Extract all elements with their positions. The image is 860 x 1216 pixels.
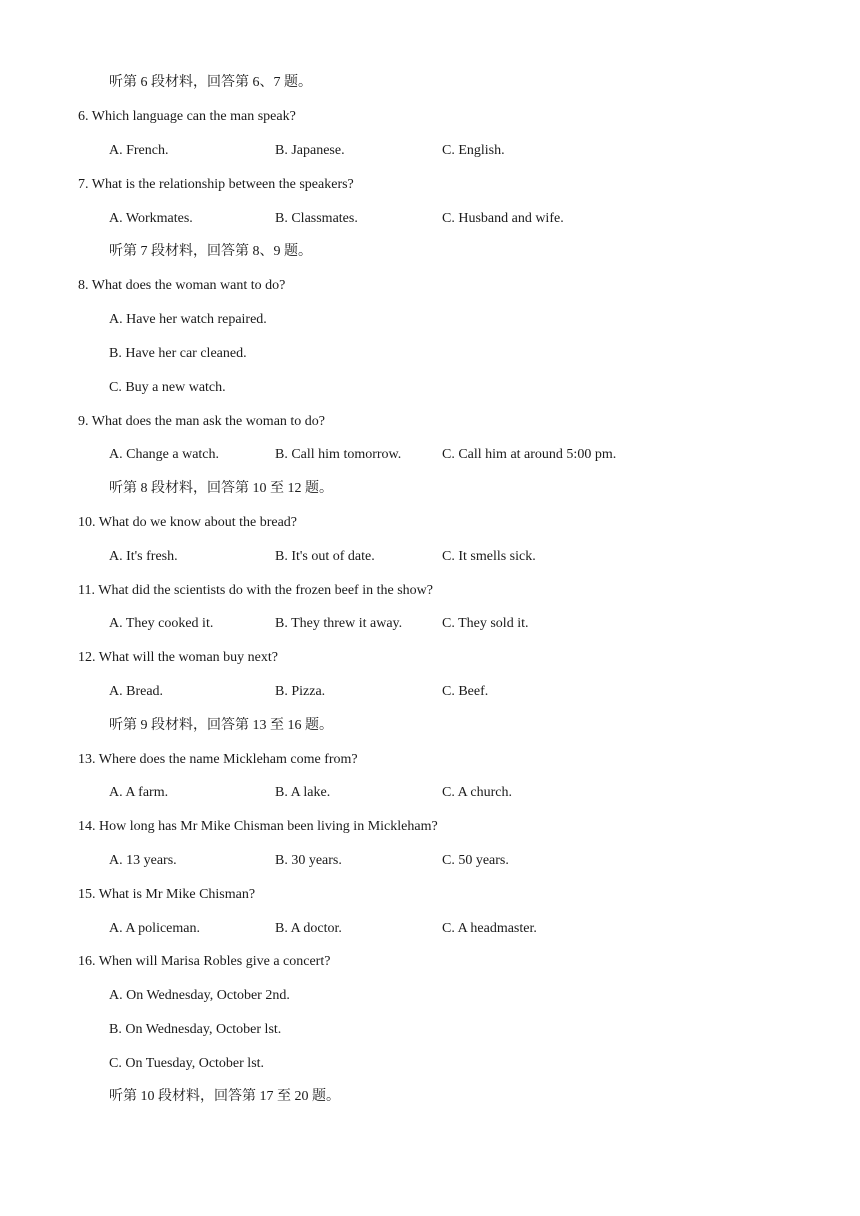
option-a: A. Workmates.: [109, 211, 193, 226]
option-a: A. A farm.: [109, 785, 169, 800]
question-8: 8. What does the woman want to do?: [78, 278, 286, 293]
question-11: 11. What did the scientists do with the frozen beef in the show?: [78, 583, 433, 598]
option-a: A. Have her watch repaired.: [109, 312, 267, 327]
option-a: A. On Wednesday, October 2nd.: [109, 988, 290, 1003]
option-b: B. On Wednesday, October lst.: [109, 1022, 282, 1037]
section-instruction: 听第 6 段材料，回答第 6、7 题。: [109, 75, 312, 90]
option-a: A. Change a watch.: [109, 447, 220, 462]
option-a: A. They cooked it.: [109, 616, 214, 631]
question-13: 13. Where does the name Mickleham come from?: [78, 752, 358, 767]
option-c: C. It smells sick.: [442, 549, 536, 564]
section-instruction: 听第 10 段材料，回答第 17 至 20 题。: [109, 1089, 340, 1104]
option-b: B. Pizza.: [275, 684, 326, 699]
option-b: B. Japanese.: [275, 143, 345, 158]
question-10: 10. What do we know about the bread?: [78, 515, 298, 530]
question-6: 6. Which language can the man speak?: [78, 109, 296, 124]
option-b: B. Have her car cleaned.: [109, 346, 247, 361]
option-c: C. English.: [442, 143, 505, 158]
option-a: A. Bread.: [109, 684, 164, 699]
question-12: 12. What will the woman buy next?: [78, 650, 278, 665]
section-instruction: 听第 8 段材料，回答第 10 至 12 题。: [109, 481, 333, 496]
option-c: C. Beef.: [442, 684, 489, 699]
option-b: B. A lake.: [275, 785, 331, 800]
question-15: 15. What is Mr Mike Chisman?: [78, 887, 256, 902]
option-b: B. Call him tomorrow.: [275, 447, 402, 462]
question-14: 14. How long has Mr Mike Chisman been living in Mickleham?: [78, 819, 438, 834]
question-9: 9. What does the man ask the woman to do?: [78, 414, 326, 429]
option-b: B. A doctor.: [275, 921, 342, 936]
section-instruction: 听第 7 段材料，回答第 8、9 题。: [109, 244, 312, 259]
option-b: B. Classmates.: [275, 211, 358, 226]
question-7: 7. What is the relationship between the speakers?: [78, 177, 354, 192]
section-instruction: 听第 9 段材料，回答第 13 至 16 题。: [109, 718, 333, 733]
option-c: C. Call him at around 5:00 pm.: [442, 447, 617, 462]
option-a: A. 13 years.: [109, 853, 177, 868]
question-16: 16. When will Marisa Robles give a concert?: [78, 954, 331, 969]
option-c: C. Husband and wife.: [442, 211, 564, 226]
option-c: C. They sold it.: [442, 616, 529, 631]
option-a: A. French.: [109, 143, 169, 158]
option-b: B. They threw it away.: [275, 616, 403, 631]
option-b: B. 30 years.: [275, 853, 342, 868]
option-c: C. On Tuesday, October lst.: [109, 1056, 265, 1071]
option-c: C. Buy a new watch.: [109, 380, 226, 395]
option-a: A. A policeman.: [109, 921, 200, 936]
option-b: B. It's out of date.: [275, 549, 375, 564]
option-c: C. A headmaster.: [442, 921, 537, 936]
option-c: C. A church.: [442, 785, 512, 800]
option-c: C. 50 years.: [442, 853, 509, 868]
option-a: A. It's fresh.: [109, 549, 178, 564]
